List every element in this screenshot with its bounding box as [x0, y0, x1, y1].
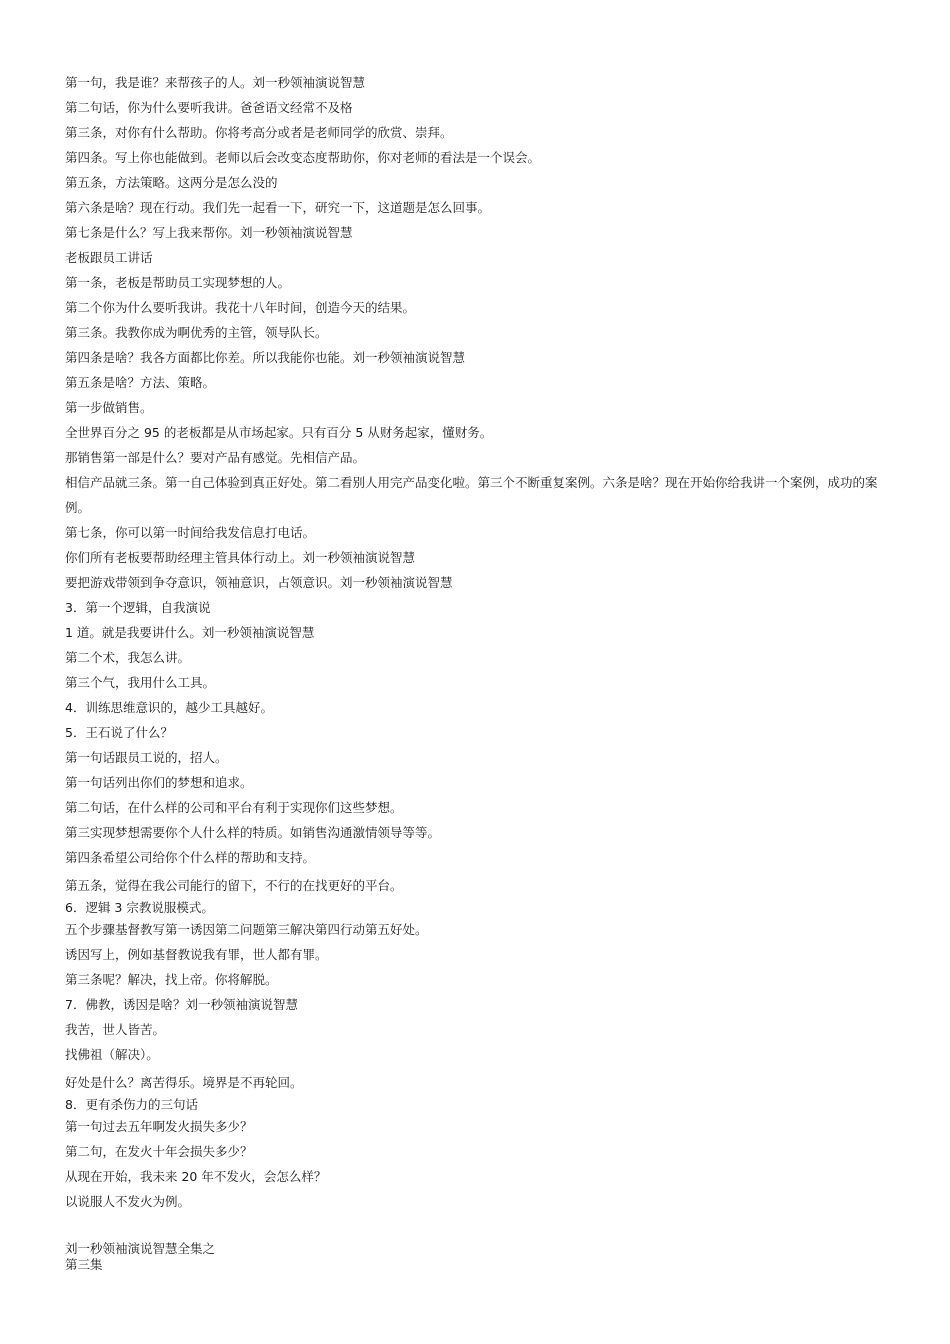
text-line: 第七条，你可以第一时间给我发信息打电话。	[65, 525, 316, 540]
text-line: 第二句话，在什么样的公司和平台有利于实现你们这些梦想。	[65, 800, 403, 815]
text-line: 从现在开始，我未来 20 年不发火，会怎么样？	[65, 1169, 327, 1184]
text-line: 第一条，老板是帮助员工实现梦想的人。	[65, 275, 291, 290]
text-line: 第一步做销售。	[65, 400, 153, 415]
text-line: 第三实现梦想需要你个人什么样的特质。如销售沟通激情领导等等。	[65, 825, 441, 840]
numbered-heading: 8．更有杀伤力的三句话	[65, 1097, 198, 1112]
text-line: 五个步骤基督教写第一诱因第二问题第三解决第四行动第五好处。	[65, 922, 428, 937]
text-line: 第二个你为什么要听我讲。我花十八年时间，创造今天的结果。	[65, 300, 416, 315]
numbered-heading: 5．王石说了什么？	[65, 725, 173, 740]
numbered-heading: 6．逻辑 3 宗教说服模式。	[65, 900, 214, 915]
text-line: 第五条是啥？方法、策略。	[65, 375, 216, 390]
text-line: 第二句话，你为什么要听我讲。爸爸语文经常不及格	[65, 100, 353, 115]
text-line: 找佛祖（解决）。	[65, 1047, 159, 1062]
text-line: 第三个气，我用什么工具。	[65, 675, 216, 690]
text-line: 第三条呢？解决，找上帝。你将解脱。	[65, 972, 278, 987]
text-line: 相信产品就三条。第一自己体验到真正好处。第二看别人用完产品变化啦。第三个不断重复案例。六条是啥？现在开始你给我讲一个案例，成功的案例。	[65, 475, 878, 515]
numbered-heading: 4．训练思维意识的，越少工具越好。	[65, 700, 273, 715]
text-line: 第三条，对你有什么帮助。你将考高分或者是老师同学的欣赏、崇拜。	[65, 125, 453, 140]
spacer	[65, 1214, 887, 1241]
text-line: 你们所有老板要帮助经理主管具体行动上。刘一秒领袖演说智慧	[65, 550, 416, 565]
text-line: 第二个术，我怎么讲。	[65, 650, 191, 665]
text-line: 第三条。我教你成为啊优秀的主管，领导队长。	[65, 325, 328, 340]
text-line: 第一句话列出你们的梦想和追求。	[65, 775, 253, 790]
text-line: 好处是什么？离苦得乐。境界是不再轮回。	[65, 1075, 303, 1090]
numbered-heading: 7．佛教，诱因是啥？刘一秒领袖演说智慧	[65, 997, 298, 1012]
text-line: 那销售第一部是什么？要对产品有感觉。先相信产品。	[65, 450, 366, 465]
document-body	[65, 70, 887, 1273]
text-line: 第六条是啥？现在行动。我们先一起看一下，研究一下，这道题是怎么回事。	[65, 200, 491, 215]
text-line: 第五条，觉得在我公司能行的留下，不行的在找更好的平台。	[65, 878, 403, 893]
text-line: 全世界百分之 95 的老板都是从市场起家。只有百分 5 从财务起家，懂财务。	[65, 425, 493, 440]
text-line: 第七条是什么？写上我来帮你。刘一秒领袖演说智慧	[65, 225, 353, 240]
text-line: 第四条希望公司给你个什么样的帮助和支持。	[65, 850, 316, 865]
text-line: 诱因写上，例如基督教说我有罪，世人都有罪。	[65, 947, 328, 962]
text-line: 要把游戏带领到争夺意识，领袖意识，占领意识。刘一秒领袖演说智慧	[65, 575, 453, 590]
footer-subtitle: 第三集	[65, 1257, 103, 1272]
text-line: 第五条，方法策略。这两分是怎么没的	[65, 175, 278, 190]
text-line: 第一句过去五年啊发火损失多少？	[65, 1119, 253, 1134]
text-line: 1 道。就是我要讲什么。刘一秒领袖演说智慧	[65, 625, 315, 640]
text-line: 第四条是啥？我各方面都比你差。所以我能你也能。刘一秒领袖演说智慧	[65, 350, 466, 365]
text-line: 第一句话跟员工说的，招人。	[65, 750, 228, 765]
footer-title: 刘一秒领袖演说智慧全集之	[65, 1241, 216, 1256]
text-line: 我苦，世人皆苦。	[65, 1022, 166, 1037]
text-line: 第二句，在发火十年会损失多少？	[65, 1144, 253, 1159]
text-line: 以说服人不发火为例。	[65, 1194, 191, 1209]
numbered-heading: 3．第一个逻辑，自我演说	[65, 600, 211, 615]
text-line: 第四条。写上你也能做到。老师以后会改变态度帮助你，你对老师的看法是一个误会。	[65, 150, 541, 165]
text-line: 第一句，我是谁？来帮孩子的人。刘一秒领袖演说智慧	[65, 75, 366, 90]
section-heading: 老板跟员工讲话	[65, 250, 153, 265]
